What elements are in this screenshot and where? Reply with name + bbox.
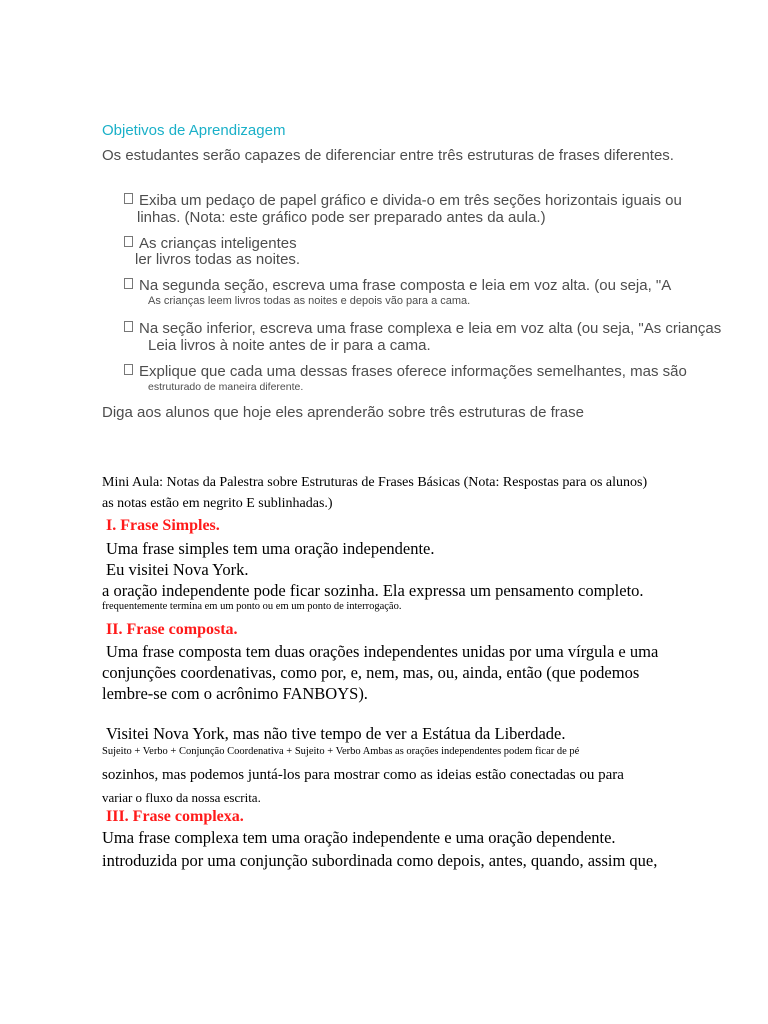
body-line: Eu visitei Nova York.: [106, 560, 249, 579]
objectives-title: Objetivos de Aprendizagem: [102, 122, 286, 139]
body-line: lembre-se com o acrônimo FANBOYS).: [102, 684, 368, 703]
bullet-text: Explique que cada uma dessas frases oferece informações semelhantes, mas são: [139, 363, 687, 380]
objectives-intro: Os estudantes serão capazes de diferenciar entre três estruturas de frases diferentes.: [102, 147, 674, 164]
bullet-box-icon: [124, 278, 133, 289]
bullet-continuation: linhas. (Nota: este gráfico pode ser preparado antes da aula.): [137, 209, 546, 226]
body-line: conjunções coordenativas, como por, e, nem, mas, ou, ainda, então (que podemos: [102, 663, 640, 682]
body-line: a oração independente pode ficar sozinha. Ela expressa um pensamento completo.: [102, 581, 644, 600]
bullet-text: Na seção inferior, escreva uma frase complexa e leia em voz alta (ou seja, "As crianças: [139, 320, 722, 337]
mini-lesson-line: as notas estão em negrito E sublinhadas.): [102, 496, 333, 511]
body-line: Uma frase complexa tem uma oração independente e uma oração dependente.: [102, 828, 616, 847]
section-heading-simple: I. Frase Simples.: [106, 517, 220, 534]
bullet-box-icon: [124, 193, 133, 204]
body-line: Uma frase simples tem uma oração independente.: [106, 539, 435, 558]
body-line: sozinhos, mas podemos juntá-los para mostrar como as ideias estão conectadas ou para: [102, 767, 624, 783]
bullet-box-icon: [124, 364, 133, 375]
bullet-item: [124, 363, 687, 380]
bullet-text: Exiba um pedaço de papel gráfico e divida-o em três seções horizontais iguais ou: [139, 192, 682, 209]
bullet-text: Na segunda seção, escreva uma frase composta e leia em voz alta. (ou seja, "A: [139, 277, 672, 294]
bullet-continuation: ler livros todas as noites.: [135, 251, 301, 268]
objectives-closing: Diga aos alunos que hoje eles aprenderão sobre três estruturas de frase: [102, 404, 584, 421]
body-line: variar o fluxo da nossa escrita.: [102, 790, 261, 805]
bullet-item: [124, 235, 297, 252]
bullet-continuation: estruturado de maneira diferente.: [148, 381, 304, 393]
bullet-item: [124, 320, 721, 337]
section-heading-complex: III. Frase complexa.: [106, 808, 244, 825]
body-line: introduzida por uma conjunção subordinada como depois, antes, quando, assim que,: [102, 851, 658, 870]
mini-lesson-line: Mini Aula: Notas da Palestra sobre Estruturas de Frases Básicas (Nota: Respostas para os alunos): [102, 475, 648, 490]
bullet-item: [124, 192, 682, 209]
section-heading-compound: II. Frase composta.: [106, 621, 238, 638]
bullet-text: As crianças inteligentes: [139, 235, 297, 252]
bullet-item: [124, 277, 671, 294]
example-line: Visitei Nova York, mas não tive tempo de ver a Estátua da Liberdade.: [106, 724, 566, 743]
bullet-continuation: Leia livros à noite antes de ir para a cama.: [148, 337, 431, 354]
bullet-continuation: As crianças leem livros todas as noites e depois vão para a cama.: [148, 295, 471, 307]
note-line: frequentemente termina em um ponto ou em um ponto de interrogação.: [102, 601, 402, 612]
bullet-box-icon: [124, 321, 133, 332]
note-line: Sujeito + Verbo + Conjunção Coordenativa + Sujeito + Verbo Ambas as orações independentes podem ficar de pé: [102, 746, 580, 757]
body-line: Uma frase composta tem duas orações independentes unidas por uma vírgula e uma: [106, 642, 659, 661]
bullet-box-icon: [124, 236, 133, 247]
